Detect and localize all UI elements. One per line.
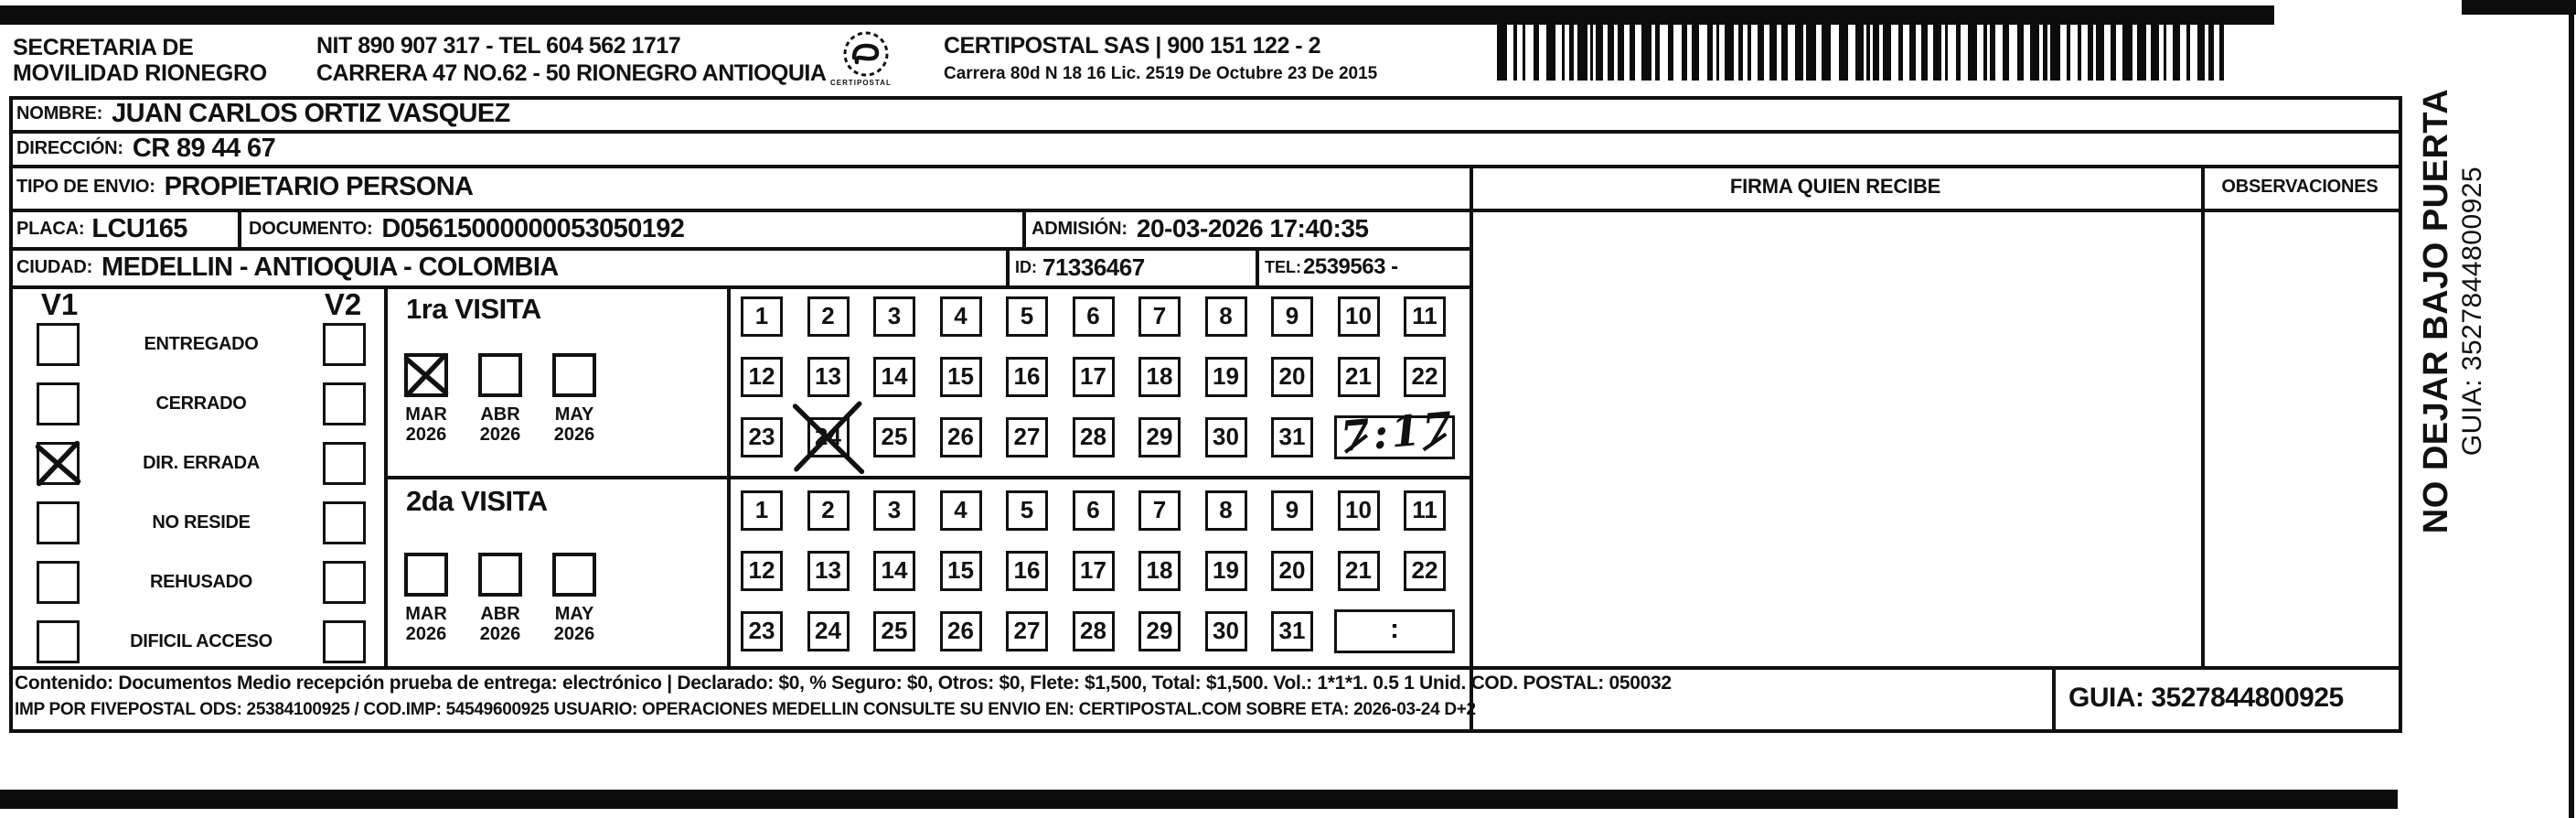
month-label: ABR bbox=[480, 604, 520, 624]
time-colon: : bbox=[1390, 613, 1399, 644]
v1-checkbox-dir-errada bbox=[37, 442, 80, 485]
scan-right-edge bbox=[2569, 0, 2574, 818]
status-label-cerrado: CERRADO bbox=[155, 393, 247, 414]
day-cell-v1-21: 21 bbox=[1338, 357, 1380, 397]
handwritten-time: 7:17 bbox=[1338, 402, 1458, 462]
logo-caption: CERTIPOSTAL bbox=[830, 79, 892, 87]
tipo-envio-value: PROPIETARIO PERSONA bbox=[164, 171, 474, 201]
tel-label: TEL: bbox=[1265, 257, 1301, 276]
visits-column bbox=[384, 287, 727, 666]
v2-checkbox-rehusado bbox=[323, 561, 366, 604]
day-cell-v2-22: 22 bbox=[1404, 551, 1446, 591]
footer-imp-line: IMP POR FIVEPOSTAL ODS: 25384100925 / COD.IMP: 54549600925 USUARIO: OPERACIONES MEDELLIN CONSULTE SU ENVIO EN: CERTIPOSTAL.COM SOBRE ETA: 2026-03-24 D+2 bbox=[15, 700, 1476, 719]
direccion-row bbox=[16, 132, 275, 165]
day-cell-v1-1: 1 bbox=[741, 296, 783, 337]
ciudad-value: MEDELLIN - ANTIOQUIA - COLOMBIA bbox=[102, 252, 559, 282]
visit-1-months bbox=[397, 353, 604, 445]
status-label-dificil-acceso: DIFICIL ACCESO bbox=[130, 631, 273, 651]
day-cell-v1-23: 23 bbox=[741, 417, 783, 457]
status-row-dificil-acceso bbox=[37, 612, 366, 672]
day-cell-v1-14: 14 bbox=[873, 357, 915, 397]
certipostal-stamp-icon bbox=[841, 29, 891, 79]
day-cell-v1-13: 13 bbox=[807, 357, 850, 397]
status-label-entregado: ENTREGADO bbox=[144, 334, 259, 354]
footer-content-line: Contenido: Documentos Medio recepción prueba de entrega: electrónico | Declarado: $0, % Seguro: $0, Otros: $0, Flete: $1,500, Total: $1,500. Vol.: 1*1*1. 0.5 1 Unid. COD. POSTAL: 050032 bbox=[15, 673, 1672, 694]
nombre-value: JUAN CARLOS ORTIZ VASQUEZ bbox=[112, 98, 510, 128]
v2-header: V2 bbox=[324, 287, 362, 321]
month-year: 2026 bbox=[405, 624, 447, 644]
status-row-cerrado bbox=[37, 374, 366, 434]
nombre-label: NOMBRE: bbox=[16, 102, 103, 124]
v2-checkbox-dir-errada bbox=[323, 442, 366, 485]
day-cell-v1-5: 5 bbox=[1006, 296, 1048, 337]
day-cell-v1-7: 7 bbox=[1138, 296, 1181, 337]
documento-label: DOCUMENTO: bbox=[249, 218, 373, 239]
v2-checkbox-entregado bbox=[323, 323, 366, 366]
x-mark-icon bbox=[36, 441, 80, 486]
form-line bbox=[1022, 209, 1026, 251]
day-cell-v2-25: 25 bbox=[873, 611, 915, 651]
side-note bbox=[2410, 27, 2495, 595]
placa-cell bbox=[16, 210, 187, 247]
v1-checkbox-entregado bbox=[37, 323, 80, 366]
scan-bottom-bar bbox=[0, 790, 2398, 809]
day-cell-v2-26: 26 bbox=[940, 611, 982, 651]
month-year: 2026 bbox=[479, 624, 521, 644]
time-cell-v2 bbox=[1334, 609, 1455, 653]
day-cell-v1-26: 26 bbox=[940, 417, 982, 457]
day-cell-v2-4: 4 bbox=[940, 490, 982, 531]
day-cell-v1-11: 11 bbox=[1404, 296, 1446, 337]
courier-address: Carrera 80d N 18 16 Lic. 2519 De Octubre 23 De 2015 bbox=[944, 64, 1378, 83]
tipo-envio-label: TIPO DE ENVIO: bbox=[16, 176, 155, 197]
day-cell-v2-10: 10 bbox=[1338, 490, 1380, 531]
admision-value: 20-03-2026 17:40:35 bbox=[1136, 214, 1369, 242]
month-label: MAR bbox=[405, 604, 447, 624]
day-cell-v2-5: 5 bbox=[1006, 490, 1048, 531]
guia-number-box: GUIA: 3527844800925 bbox=[2068, 683, 2344, 713]
scan-top-corner-bar bbox=[2462, 0, 2576, 15]
day-cell-v2-29: 29 bbox=[1138, 611, 1181, 651]
admision-cell bbox=[1031, 210, 1368, 247]
id-value: 71336467 bbox=[1042, 253, 1145, 281]
month-checkbox-may bbox=[552, 353, 596, 397]
status-row-entregado bbox=[37, 315, 366, 374]
day-cell-v1-27: 27 bbox=[1006, 417, 1048, 457]
day-cell-v1-12: 12 bbox=[741, 357, 783, 397]
status-label-dir-errada: DIR. ERRADA bbox=[143, 453, 260, 473]
day-cell-v1-30: 30 bbox=[1205, 417, 1247, 457]
side-warning-text: NO DEJAR BAJO PUERTA bbox=[2417, 88, 2456, 534]
day-cell-v1-29: 29 bbox=[1138, 417, 1181, 457]
day-cell-v2-21: 21 bbox=[1338, 551, 1380, 591]
month-option-may bbox=[545, 353, 604, 445]
day-cell-v2-8: 8 bbox=[1205, 490, 1247, 531]
day-cell-v1-19: 19 bbox=[1205, 357, 1247, 397]
day-cell-v2-13: 13 bbox=[807, 551, 850, 591]
firma-header: FIRMA QUIEN RECIBE bbox=[1729, 175, 1941, 198]
month-year: 2026 bbox=[479, 425, 521, 445]
nombre-row bbox=[16, 97, 510, 130]
id-cell bbox=[1015, 249, 1145, 285]
side-guia-text: GUIA: 3527844800925 bbox=[2456, 166, 2487, 457]
courier-name: CERTIPOSTAL SAS | 900 151 122 - 2 bbox=[944, 33, 1320, 59]
month-label: MAR bbox=[405, 404, 447, 425]
day-cell-v2-23: 23 bbox=[741, 611, 783, 651]
status-row-no-reside bbox=[37, 493, 366, 553]
ciudad-cell bbox=[16, 249, 559, 285]
day-cell-v2-27: 27 bbox=[1006, 611, 1048, 651]
sender-name-line2: MOVILIDAD RIONEGRO bbox=[13, 60, 267, 86]
day-cell-v1-31: 31 bbox=[1271, 417, 1313, 457]
day-cell-v2-28: 28 bbox=[1073, 611, 1115, 651]
month-checkbox-abr bbox=[478, 353, 522, 397]
v1-checkbox-rehusado bbox=[37, 561, 80, 604]
day-cell-v2-12: 12 bbox=[741, 551, 783, 591]
status-column bbox=[9, 287, 384, 666]
month-year: 2026 bbox=[553, 624, 595, 644]
form-line bbox=[9, 130, 2402, 134]
v1-checkbox-cerrado bbox=[37, 382, 80, 425]
day-cell-v2-7: 7 bbox=[1138, 490, 1181, 531]
status-label-rehusado: REHUSADO bbox=[149, 572, 253, 592]
month-option-mar bbox=[397, 553, 455, 644]
v2-checkbox-no-reside bbox=[323, 501, 366, 544]
day-cell-v1-2: 2 bbox=[807, 296, 850, 337]
month-label: MAY bbox=[554, 404, 594, 425]
day-cell-v1-24: 24 bbox=[807, 417, 850, 457]
form-line bbox=[238, 209, 241, 251]
placa-value: LCU165 bbox=[91, 213, 187, 243]
month-option-abr bbox=[471, 553, 529, 644]
placa-label: PLACA: bbox=[16, 218, 85, 239]
sender-address: CARRERA 47 NO.62 - 50 RIONEGRO ANTIOQUIA bbox=[316, 60, 827, 86]
day-cell-v2-31: 31 bbox=[1271, 611, 1313, 651]
month-option-abr bbox=[471, 353, 529, 445]
day-cell-v1-10: 10 bbox=[1338, 296, 1380, 337]
visit-2-months bbox=[397, 553, 604, 644]
admision-label: ADMISIÓN: bbox=[1031, 218, 1128, 239]
day-cell-v2-3: 3 bbox=[873, 490, 915, 531]
direccion-value: CR 89 44 67 bbox=[132, 133, 276, 163]
day-cell-v2-16: 16 bbox=[1006, 551, 1048, 591]
day-cell-v2-18: 18 bbox=[1138, 551, 1181, 591]
visit-title-1: 1ra VISITA bbox=[406, 293, 541, 325]
day-cell-v1-25: 25 bbox=[873, 417, 915, 457]
day-cell-v1-17: 17 bbox=[1073, 357, 1115, 397]
ciudad-label: CIUDAD: bbox=[16, 256, 93, 277]
day-cell-v2-20: 20 bbox=[1271, 551, 1313, 591]
day-cell-v1-20: 20 bbox=[1271, 357, 1313, 397]
day-cell-v2-19: 19 bbox=[1205, 551, 1247, 591]
v1-checkbox-no-reside bbox=[37, 501, 80, 544]
day-cell-v1-15: 15 bbox=[940, 357, 982, 397]
day-cell-v1-9: 9 bbox=[1271, 296, 1313, 337]
form-line bbox=[2201, 165, 2205, 670]
day-grids bbox=[727, 287, 1470, 666]
day-cell-v2-30: 30 bbox=[1205, 611, 1247, 651]
day-cell-v2-6: 6 bbox=[1073, 490, 1115, 531]
month-option-may bbox=[545, 553, 604, 644]
form-line bbox=[1256, 247, 1259, 289]
day-cell-v1-6: 6 bbox=[1073, 296, 1115, 337]
visit-title-2: 2da VISITA bbox=[406, 485, 548, 517]
documento-cell bbox=[249, 210, 684, 247]
day-cell-v1-22: 22 bbox=[1404, 357, 1446, 397]
day-cell-v1-3: 3 bbox=[873, 296, 915, 337]
day-cell-v2-1: 1 bbox=[741, 490, 783, 531]
tel-cell bbox=[1265, 249, 1398, 285]
day-cell-v2-14: 14 bbox=[873, 551, 915, 591]
x-mark-icon bbox=[404, 353, 448, 397]
id-label: ID: bbox=[1015, 257, 1037, 276]
status-row-dir-errada bbox=[37, 434, 366, 493]
v1-header: V1 bbox=[40, 287, 79, 321]
month-year: 2026 bbox=[405, 425, 447, 445]
month-label: MAY bbox=[554, 604, 594, 624]
tipo-envio-row bbox=[16, 167, 473, 207]
observaciones-header: OBSERVACIONES bbox=[2221, 176, 2378, 197]
month-checkbox-mar bbox=[404, 553, 448, 597]
day-cell-v1-4: 4 bbox=[940, 296, 982, 337]
status-label-no-reside: NO RESIDE bbox=[152, 512, 251, 533]
v2-checkbox-cerrado bbox=[323, 382, 366, 425]
day-cell-v1-28: 28 bbox=[1073, 417, 1115, 457]
time-cell-v1 bbox=[1334, 402, 1458, 462]
sender-nit-tel: NIT 890 907 317 - TEL 604 562 1717 bbox=[316, 33, 681, 59]
day-cell-v2-15: 15 bbox=[940, 551, 982, 591]
day-cell-v2-2: 2 bbox=[807, 490, 850, 531]
day-cell-v2-24: 24 bbox=[807, 611, 850, 651]
form-line bbox=[1006, 247, 1010, 289]
month-checkbox-mar bbox=[404, 353, 448, 397]
direccion-label: DIRECCIÓN: bbox=[16, 137, 123, 158]
day-cell-v2-17: 17 bbox=[1073, 551, 1115, 591]
sender-name-line1: SECRETARIA DE bbox=[13, 35, 194, 60]
month-checkbox-abr bbox=[478, 553, 522, 597]
day-cell-v1-16: 16 bbox=[1006, 357, 1048, 397]
tel-value: 2539563 - bbox=[1303, 254, 1398, 279]
status-options bbox=[9, 315, 384, 672]
form-line bbox=[2052, 666, 2056, 733]
barcode-icon bbox=[1497, 22, 2233, 81]
form-line bbox=[1470, 165, 1473, 733]
day-cell-v1-8: 8 bbox=[1205, 296, 1247, 337]
month-option-mar bbox=[397, 353, 455, 445]
status-row-rehusado bbox=[37, 553, 366, 612]
month-year: 2026 bbox=[553, 425, 595, 445]
day-cell-v2-11: 11 bbox=[1404, 490, 1446, 531]
form-border bbox=[9, 729, 2402, 733]
month-checkbox-may bbox=[552, 553, 596, 597]
v2-checkbox-dificil-acceso bbox=[323, 620, 366, 663]
day-cell-v2-9: 9 bbox=[1271, 490, 1313, 531]
documento-value: D05615000000053050192 bbox=[381, 213, 685, 243]
v1-checkbox-dificil-acceso bbox=[37, 620, 80, 663]
day-cross-mark-icon bbox=[804, 412, 853, 465]
month-label: ABR bbox=[480, 404, 520, 425]
form-border bbox=[2399, 96, 2402, 733]
day-cell-v1-18: 18 bbox=[1138, 357, 1181, 397]
